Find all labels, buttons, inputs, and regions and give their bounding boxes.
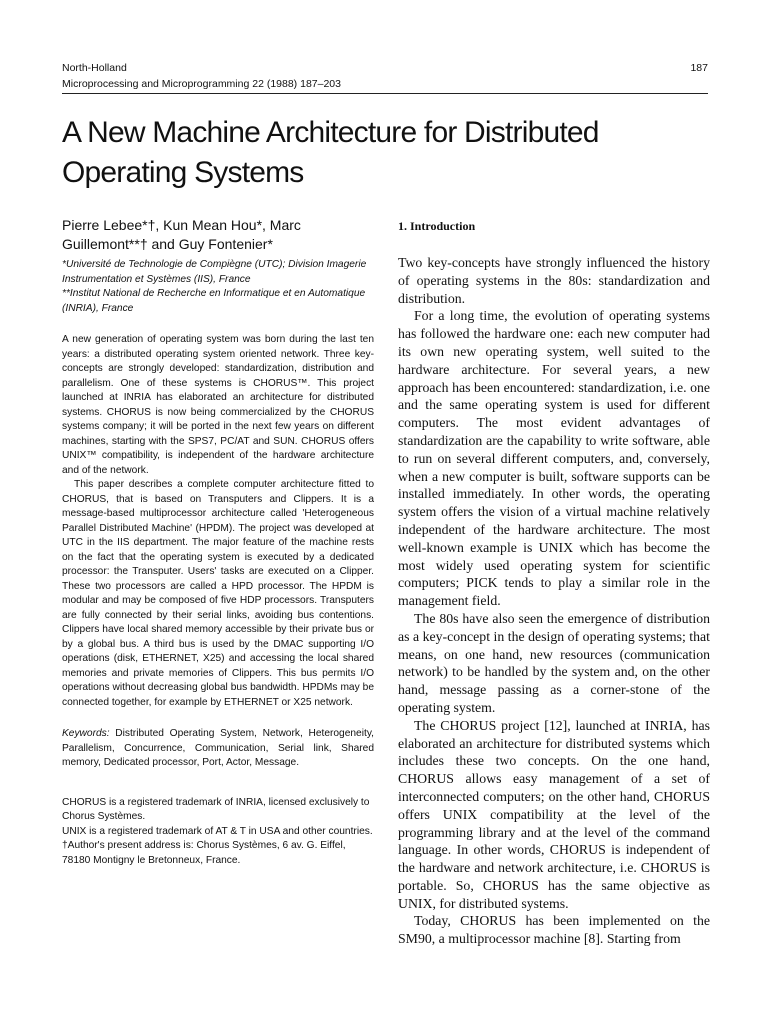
keywords-label: Keywords: (62, 728, 110, 739)
left-column (62, 216, 374, 868)
intro-paragraph-3: The 80s have also seen the emergence of distribution as a key-concept in the design of operating systems; that means, on one hand, new resources (communication network) to be handled by the system and, on the other hand, message passing as a corner-stone of the operating system. (398, 610, 710, 715)
section-heading: 1. Introduction (398, 219, 476, 233)
keywords (62, 727, 374, 771)
right-column (398, 216, 710, 948)
affiliation-utc: *Université de Technologie de Compiègne (UTC); Division Imagerie Instrumentation et Systèmes (IIS), France (62, 259, 367, 285)
footnote-author-address: †Author's present address is: Chorus Systèmes, 6 av. G. Eiffel, 78180 Montigny le Bretonneux, France. (62, 840, 346, 866)
paper-title-line-1: A New Machine Architecture for Distributed (62, 116, 599, 149)
intro-paragraph-5: Today, CHORUS has been implemented on the SM90, a multiprocessor machine [8]. Starting from (398, 913, 710, 947)
keywords-text: Distributed Operating System, Network, Heterogeneity, Parallelism, Concurrence, Communication, Serial link, Shared memory, Dedicated processor, Port, Actor, Message. (62, 728, 374, 768)
paper-title-line-2: Operating Systems (62, 156, 304, 189)
header-rule (62, 93, 708, 94)
intro-paragraph-1: Two key-concepts have strongly influenced the history of operating systems in the 80s: standardization and distribution. (398, 255, 710, 306)
abstract-paragraph-2: This paper describes a complete computer architecture fitted to CHORUS, that is based on Transputers and Clippers. It is a message-based multiprocessor architecture called 'Heterogeneous Parallel Distributed Machine' (HPDM). The project was developed at UTC in the IIS department. The major feature of the machine rests on the fact that the operating system is executed by a dedicated processor: the Transputer. Users' tasks are executed on a Clipper. These two processors are called a HPD processor. The HPDM is modular and may be composed of five HDP processors. Transputers are fully connected by their serial links, avoiding bus contentions. Clippers have local shared memory accessible by their private bus or by a global bus. A third bus is used by the DMAC supporting I/O operations (disk, ETHERNET, X25) and accessing the local shared memories and private memories of Clippers. This bus permits I/O operations without decreasing global bus bandwidth. HPDMs may be connected together, for example by ETHERNET or X25 network. (62, 479, 374, 708)
author-line-1: Pierre Lebee*†, Kun Mean Hou*, Marc (62, 217, 301, 233)
author-list (62, 216, 374, 254)
footnotes (62, 796, 374, 869)
intro-paragraph-2: For a long time, the evolution of operating systems has followed the hardware one: each new computer had its own new operating system, well suited to the hardware architecture. For several years, a new approach has been encountered: standardization, i.e. one and the same operating system is used for different computers. The most evident advantages of standardization are the capability to write software, able to run on several different computers, and, conversely, when a new computer is built, software supports can be installed immediately. In other words, the operating system offers the vision of a virtual machine relatively independent of the hardware architecture. The most well-known example is UNIX which has become the most widely used operating system for scientific computers; PICK tends to play a similar role in the management field. (398, 308, 710, 609)
page-number: 187 (690, 62, 708, 74)
intro-paragraph-4: The CHORUS project [12], launched at INRIA, has elaborated an architecture for distributed systems which includes these two concepts. On the one hand, CHORUS allows easy management of a set of interconnected computers; on the other hand, CHORUS offers UNIX compatibility at the level of the programming library and at the level of the command language. In other words, CHORUS is independent of the hardware and network architecture, i.e. CHORUS is portable. So, CHORUS has the same objective as UNIX, for distributed systems. (398, 717, 710, 911)
section-body (398, 254, 710, 948)
publisher-line: North-Holland (62, 62, 127, 74)
author-line-2: Guillemont**† and Guy Fontenier* (62, 236, 273, 252)
footnote-unix-trademark: UNIX is a registered trademark of AT & T in USA and other countries. (62, 825, 373, 837)
abstract-paragraph-1: A new generation of operating system was born during the last ten years: a distributed operating system oriented network. Three key-concepts are strongly developed: standardization, distribution and parallelism. One of these systems is CHORUS™. This project launched at INRIA has elaborated an architecture for distributed systems. CHORUS is now being commercialized by the CHORUS systems company; it will be ported in the next few years on different machines, starting with the SPS7, PC/AT and SUN. CHORUS offers UNIX™ compatibility, is independent of the hardware architecture and of the network. (62, 334, 374, 476)
footnote-chorus-trademark: CHORUS is a registered trademark of INRIA, licensed exclusively to Chorus Systèmes. (62, 796, 370, 822)
affiliation-inria: **Institut National de Recherche en Informatique et en Automatique (INRIA), France (62, 288, 366, 314)
running-header (62, 60, 708, 92)
paper-title (62, 113, 708, 193)
journal-citation: Microprocessing and Microprogramming 22 (1988) 187–203 (62, 78, 341, 90)
abstract (62, 333, 374, 710)
